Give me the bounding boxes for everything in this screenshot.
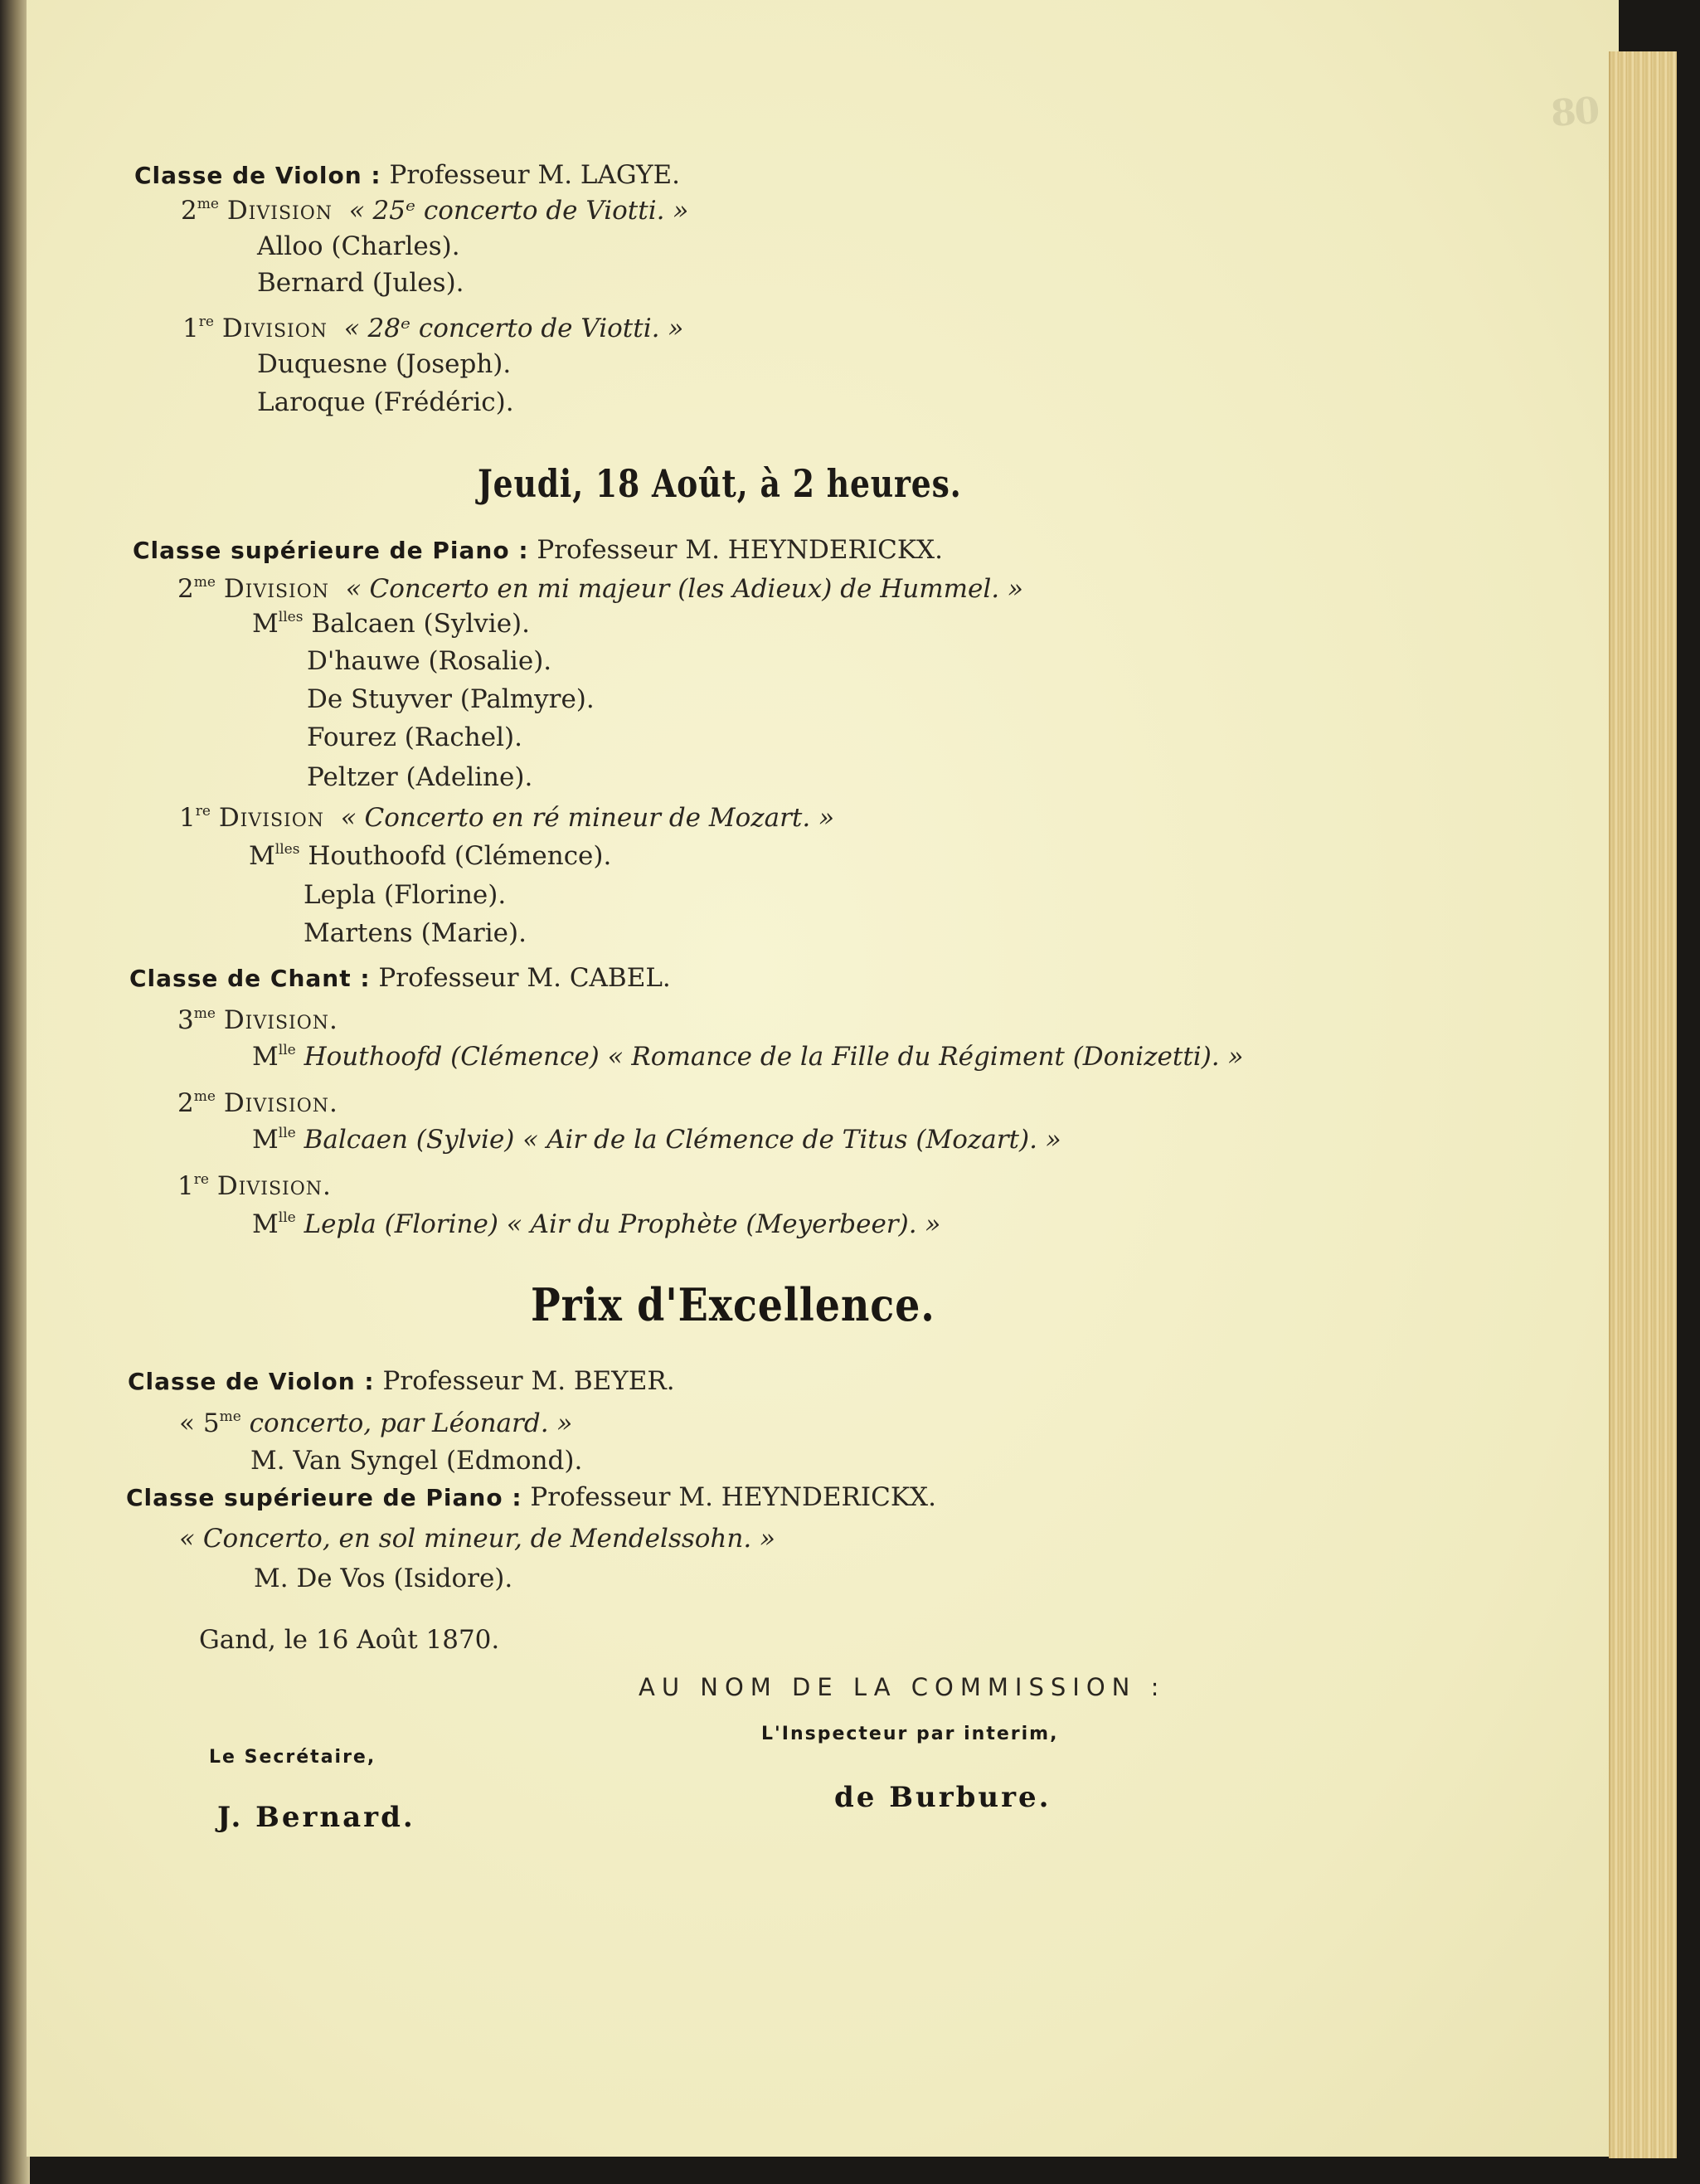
- piano-sup-line: Classe supérieure de Piano : Professeur M. HEYNDERICKX.: [133, 535, 943, 565]
- secretary-signature: J. Bernard.: [217, 1801, 415, 1834]
- class-label: Classe de Violon :: [134, 162, 381, 189]
- student-name: Fourez (Rachel).: [307, 722, 522, 752]
- violon-lagye-line: [134, 160, 681, 190]
- piece-line: « $5^{me}$ concerto, par Léonard. »: [179, 1408, 573, 1438]
- student-name: M. Van Syngel (Edmond).: [250, 1446, 583, 1476]
- inspector-title: L'Inspecteur par interim,: [761, 1724, 1059, 1744]
- student-name: Bernard (Jules).: [257, 268, 464, 298]
- student-name: M. De Vos (Isidore).: [254, 1564, 513, 1593]
- division-heading: 1re Division.: [177, 1170, 332, 1201]
- student-name: $M^{lles}$ Houthoofd (Clémence).: [249, 840, 612, 871]
- inspector-signature: de Burbure.: [834, 1781, 1052, 1814]
- student-name: De Stuyver (Palmyre).: [307, 684, 595, 714]
- division-heading: $3^{me}$ Division.: [177, 1004, 338, 1035]
- page-edges: [1609, 51, 1677, 2158]
- division-heading: 1re Division « Concerto en ré mineur de Mozart. »: [179, 802, 835, 833]
- date-heading: Jeudi, 18 Août, à 2 heures.: [478, 461, 962, 506]
- student-name: Duquesne (Joseph).: [257, 349, 512, 379]
- student-name: D'hauwe (Rosalie).: [307, 646, 552, 676]
- division-heading: $2^{me}$ Division « Concerto en mi majeur (les Adieux) de Hummel. »: [177, 573, 1023, 604]
- student-name: Martens (Marie).: [304, 918, 527, 948]
- chant-line: Classe de Chant : Professeur M. CABEL.: [129, 963, 671, 993]
- book-binding-left: [0, 0, 30, 2184]
- student-name: $M^{lles}$ Balcaen (Sylvie).: [252, 608, 530, 639]
- chant-entry: $M^{lle}$ Lepla (Florine) « Air du Prophète (Meyerbeer). »: [252, 1209, 941, 1239]
- professor: Professeur M. LAGYE.: [389, 160, 681, 190]
- secretary-title: Le Secrétaire,: [209, 1747, 376, 1768]
- student-name: Laroque (Frédéric).: [257, 387, 514, 417]
- student-name: Lepla (Florine).: [304, 880, 507, 910]
- student-name: Peltzer (Adeline).: [307, 762, 533, 792]
- piece-line: « Concerto, en sol mineur, de Mendelssohn. »: [179, 1524, 776, 1554]
- commission-heading: AU NOM DE LA COMMISSION :: [639, 1673, 1166, 1701]
- division-heading: 1re Division « 28ᵉ concerto de Viotti. »: [182, 313, 684, 343]
- prix-heading: Prix d'Excellence.: [531, 1278, 935, 1331]
- chant-entry: $M^{lle}$ Houthoofd (Clémence) « Romance de la Fille du Régiment (Donizetti). »: [252, 1041, 1244, 1072]
- piano-excellence-line: Classe supérieure de Piano : Professeur M. HEYNDERICKX.: [126, 1482, 936, 1512]
- student-name: Alloo (Charles).: [257, 231, 460, 261]
- division-heading: $2^{me}$ Division.: [177, 1087, 338, 1118]
- place-date: Gand, le 16 Août 1870.: [199, 1625, 500, 1655]
- division-heading: $2^{me}$ Division « 25ᵉ concerto de Viotti. »: [181, 195, 689, 226]
- chant-entry: $M^{lle}$ Balcaen (Sylvie) « Air de la Clémence de Titus (Mozart). »: [252, 1124, 1061, 1155]
- violon-beyer-line: Classe de Violon : Professeur M. BEYER.: [128, 1366, 675, 1396]
- page-number-mark: 80: [1549, 90, 1600, 135]
